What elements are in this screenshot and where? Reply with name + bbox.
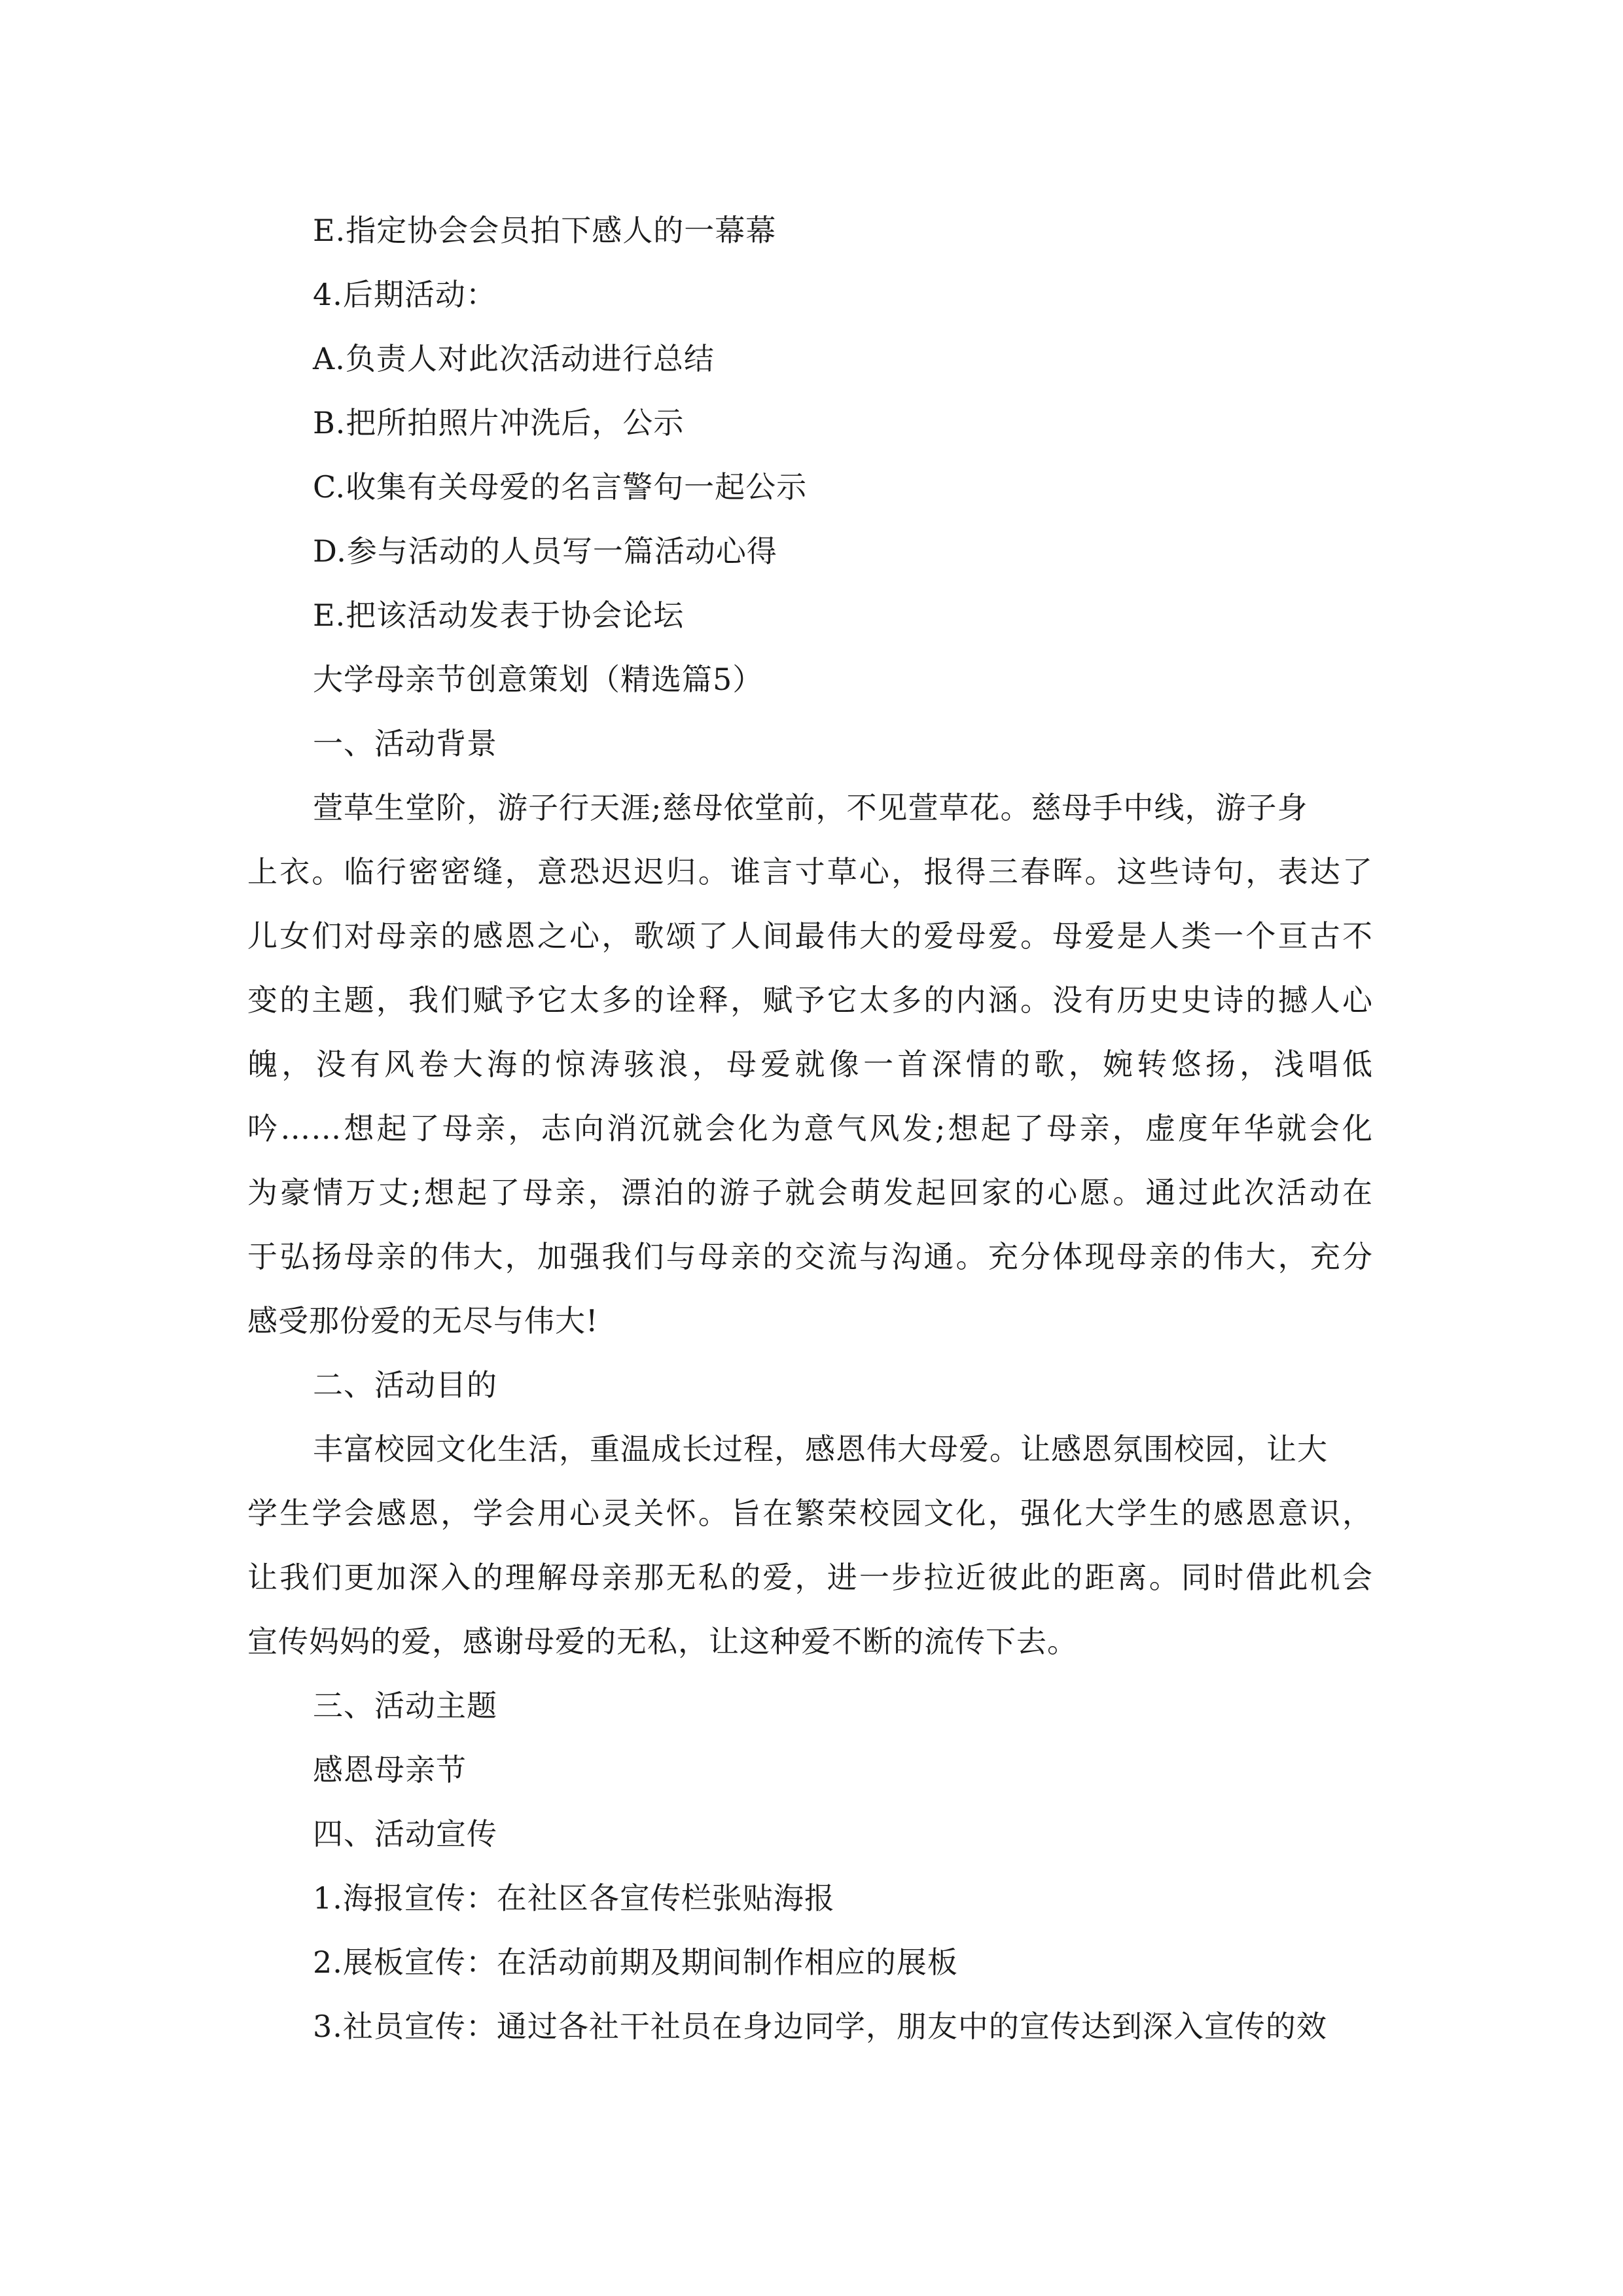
heading-theme: 三、活动主题 (313, 1688, 497, 1723)
heading-purpose: 二、活动目的 (313, 1367, 497, 1403)
paragraph-line: 吟……想起了母亲，志向消沉就会化为意气风发;想起了母亲，虚度年华就会化 (247, 1111, 1373, 1146)
heading-post-activity: 4.后期活动： (313, 277, 497, 312)
paragraph-line: 儿女们对母亲的感恩之心，歌颂了人间最伟大的爱母爱。母爱是人类一个亘古不 (247, 918, 1373, 954)
paragraph-line: 萱草生堂阶，游子行天涯;慈母依堂前，不见萱草花。慈母手中线，游子身 (313, 790, 1308, 825)
paragraph-line: 于弘扬母亲的伟大，加强我们与母亲的交流与沟通。充分体现母亲的伟大，充分 (247, 1239, 1373, 1274)
paragraph-line: 让我们更加深入的理解母亲那无私的爱，进一步拉近彼此的距离。同时借此机会 (247, 1560, 1373, 1595)
list-item-display-board: 2.展板宣传：在活动前期及期间制作相应的展板 (313, 1945, 958, 1980)
paragraph-line: 宣传妈妈的爱，感谢母爱的无私，让这种爱不断的流传下去。 (247, 1624, 1078, 1659)
paragraph-line: 上衣。临行密密缝，意恐迟迟归。谁言寸草心，报得三春晖。这些诗句，表达了 (247, 854, 1373, 889)
list-item-a-summary: A.负责人对此次活动进行总结 (313, 341, 715, 376)
list-item-poster: 1.海报宣传：在社区各宣传栏张贴海报 (313, 1880, 835, 1916)
section-title: 大学母亲节创意策划（精选篇5） (313, 662, 764, 697)
list-item-d-reflections: D.参与活动的人员写一篇活动心得 (313, 533, 777, 569)
list-item-member-publicity: 3.社员宣传：通过各社干社员在身边同学，朋友中的宣传达到深入宣传的效 (313, 2009, 1327, 2044)
paragraph-line: 丰富校园文化生活，重温成长过程，感恩伟大母爱。让感恩氛围校园，让大 (313, 1431, 1328, 1467)
heading-publicity: 四、活动宣传 (313, 1816, 497, 1852)
list-item-b-photos: B.把所拍照片冲洗后，公示 (313, 405, 685, 440)
paragraph-line: 学生学会感恩，学会用心灵关怀。旨在繁荣校园文化，强化大学生的感恩意识， (247, 1496, 1373, 1531)
list-item-e-forum: E.把该活动发表于协会论坛 (313, 598, 685, 633)
paragraph-line: 变的主题，我们赋予它太多的诠释，赋予它太多的内涵。没有历史史诗的撼人心 (247, 982, 1373, 1018)
paragraph-line: 魄，没有风卷大海的惊涛骇浪，母爱就像一首深情的歌，婉转悠扬，浅唱低 (247, 1047, 1373, 1082)
paragraph-line: 为豪情万丈;想起了母亲，漂泊的游子就会萌发起回家的心愿。通过此次活动在 (247, 1175, 1373, 1210)
heading-background: 一、活动背景 (313, 726, 497, 761)
list-item-e-photograph: E.指定协会会员拍下感人的一幕幕 (313, 213, 777, 248)
paragraph-line: 感受那份爱的无尽与伟大! (247, 1303, 599, 1338)
theme-text: 感恩母亲节 (313, 1752, 467, 1787)
list-item-c-quotes: C.收集有关母爱的名言警句一起公示 (313, 469, 808, 505)
